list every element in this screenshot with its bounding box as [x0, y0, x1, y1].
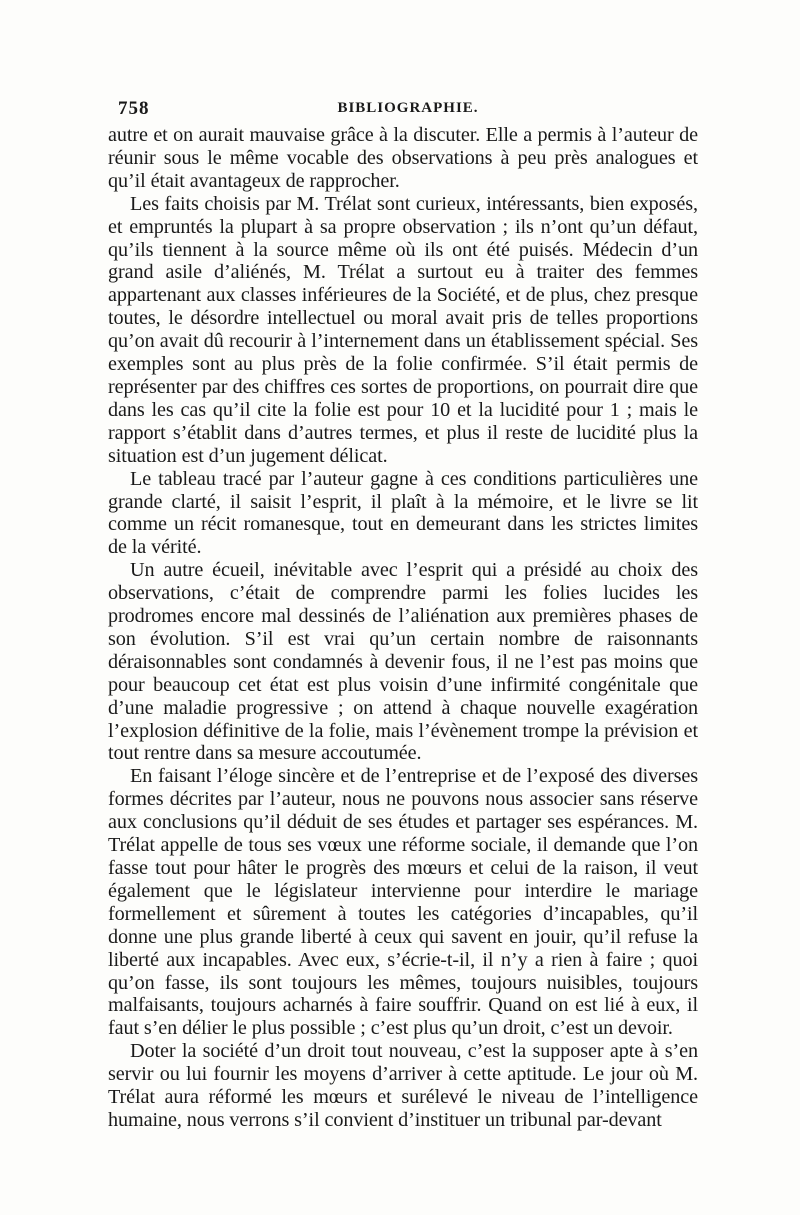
- paragraph-6: Doter la société d’un droit tout nouveau, c’est la supposer apte à s’en servir ou lui fournir les moyens d’arriver à cette aptitude. Le jour où M. Trélat aura réformé les mœurs et surélevé le niveau de l’intelligence humaine, nous verrons s’il convient d’instituer un tribunal par-devant: [108, 1040, 698, 1131]
- paragraph-4: Un autre écueil, inévitable avec l’esprit qui a présidé au choix des observations, c’était de comprendre parmi les folies lucides les prodromes encore mal dessinés de l’aliénation aux premières phases de son évolution. S’il est vrai qu’un certain nombre de raisonnants déraisonnables sont condamnés à devenir fous, il ne l’est pas moins que pour beaucoup cet état est plus voisin d’une infirmité congénitale que d’une maladie progressive ; on attend à chaque nouvelle exagération l’explosion définitive de la folie, mais l’évènement trompe la prévision et tout rentre dans sa mesure accoutumée.: [108, 559, 698, 765]
- paragraph-3: Le tableau tracé par l’auteur gagne à ces conditions particulières une grande clarté, il saisit l’esprit, il plaît à la mémoire, et le livre se lit comme un récit romanesque, tout en demeurant dans les strictes limites de la vérité.: [108, 467, 698, 559]
- page-number: 758: [118, 98, 150, 119]
- section-title: BIBLIOGRAPHIE.: [337, 100, 479, 116]
- running-head: [118, 98, 698, 120]
- body-text: [108, 124, 698, 1132]
- paragraph-1: autre et on aurait mauvaise grâce à la discuter. Elle a permis à l’auteur de réunir sous le même vocable des observations à peu près analogues et qu’il était avantageux de rapprocher.: [108, 124, 698, 192]
- paragraph-2: Les faits choisis par M. Trélat sont curieux, intéressants, bien exposés, et empruntés la plupart à sa propre observation ; ils n’ont qu’un défaut, qu’ils tiennent à la source même où ils ont été puisés. Médecin d’un grand asile d’aliénés, M. Trélat a surtout eu à traiter des femmes appartenant aux classes inférieures de la Société, et de plus, chez presque toutes, le désordre intellectuel ou moral avait pris de telles proportions qu’on avait dû recourir à l’internement dans un établissement spécial. Ses exemples sont au plus près de la folie confirmée. S’il était permis de représenter par des chiffres ces sortes de proportions, on pourrait dire que dans les cas qu’il cite la folie est pour 10 et la lucidité pour 1 ; mais le rapport s’établit dans d’autres termes, et plus il reste de lucidité plus la situation est d’un jugement délicat.: [108, 192, 698, 467]
- paragraph-5: En faisant l’éloge sincère et de l’entreprise et de l’exposé des diverses formes décrites par l’auteur, nous ne pouvons nous associer sans réserve aux conclusions qu’il déduit de ses études et partager ses espérances. M. Trélat appelle de tous ses vœux une réforme sociale, il demande que l’on fasse tout pour hâter le progrès des mœurs et celui de la raison, il veut également que le législateur intervienne pour interdire le mariage formellement et sûrement à toutes les catégories d’incapables, qu’il donne une plus grande liberté à ceux qui savent en jouir, qu’il refuse la liberté aux incapables. Avec eux, s’écrie-t-il, il n’y a rien à faire ; quoi qu’on fasse, ils sont toujours les mêmes, toujours nuisibles, toujours malfaisants, toujours acharnés à faire souffrir. Quand on est lié à eux, il faut s’en délier le plus possible ; c’est plus qu’un droit, c’est un devoir.: [108, 765, 698, 1040]
